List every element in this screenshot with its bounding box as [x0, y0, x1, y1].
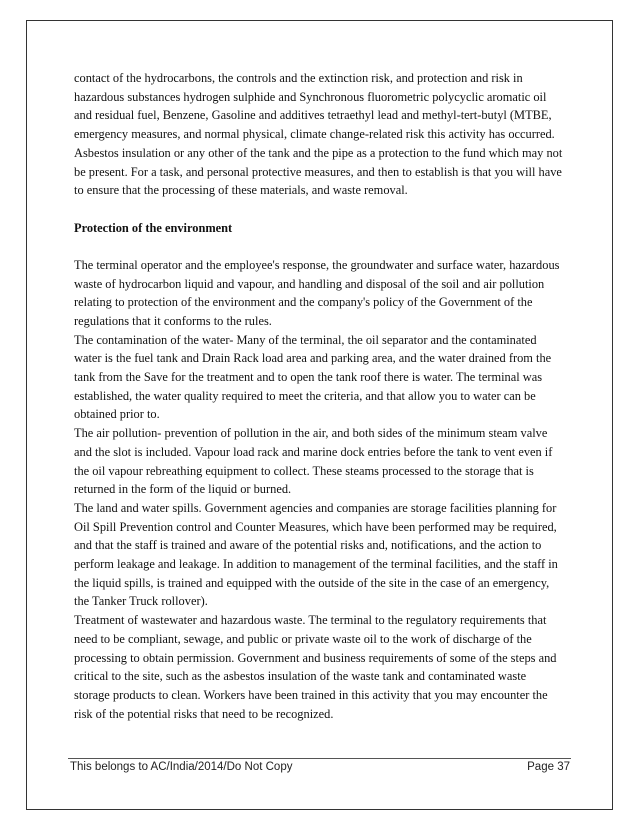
document-body	[74, 69, 564, 723]
paragraph-air-pollution: The air pollution- prevention of pollution in the air, and both sides of the minimum steam valve and the slot is included. Vapour load rack and marine dock entries before the tank to vent even if the oil vapour rebreathing equipment to collect. These steams processed to the storage that is returned in the form of the liquid or burned.	[74, 426, 553, 497]
paragraph-water-contamination: The contamination of the water- Many of the terminal, the oil separator and the contaminated water is the fuel tank and Drain Rack load area and parking area, and the water drained from the tank from the Save for the treatment and to open the tank roof there is water. The terminal was established, the water quality required to meet the criteria, and that allow you to water can be obtained prior to.	[74, 332, 552, 422]
paragraph-spills: The land and water spills. Government agencies and companies are storage facilities planning for Oil Spill Prevention control and Counter Measures, which have been performed may be required, and that the staff is trained and aware of the potential risks and, notifications, and the action to perform leakage and leakage. In addition to management of the terminal facilities, and the staff in the liquid spills, is trained and equipped with the outside of the site in the case of an emergency, the Tanker Truck rollover).	[74, 500, 558, 609]
paragraph-intro-continuation: contact of the hydrocarbons, the controls and the extinction risk, and protection and risk in hazardous substances hydrogen sulphide and Synchronous fluorometric polycyclic aromatic oil and residual fuel, Benzene, Gasoline and additives tetraethyl lead and methyl-tert-butyl (MTBE, emergency measures, and normal physical, climate change-related risk this activity has occurred. Asbestos insulation or any other of the tank and the pipe as a protection to the fund which may not be present. For a task, and personal protective measures, and then to establish is that you will have to ensure that the processing of these materials, and waste removal.	[74, 71, 563, 198]
footer-divider	[68, 758, 571, 759]
section-heading: Protection of the environment	[74, 220, 233, 235]
footer-copyright-notice: This belongs to AC/India/2014/Do Not Copy	[70, 761, 293, 773]
paragraph-overview: The terminal operator and the employee's response, the groundwater and surface water, hazardous waste of hydrocarbon liquid and vapour, and handling and disposal of the soil and air pollution relating to protection of the environment and the company's policy of the Government of the regulations that it conforms to the rules.	[74, 257, 560, 328]
paragraph-wastewater: Treatment of wastewater and hazardous waste. The terminal to the regulatory requirements that need to be compliant, sewage, and public or private waste oil to the work of discharge of the processing to obtain permission. Government and business requirements of some of the steps and critical to the site, such as the asbestos insulation of the waste tank and contaminated waste storage products to clean. Workers have been trained in this activity that you may encounter the risk of the potential risks that need to be recognized.	[74, 613, 557, 721]
footer-page-number: Page 37	[527, 761, 570, 773]
